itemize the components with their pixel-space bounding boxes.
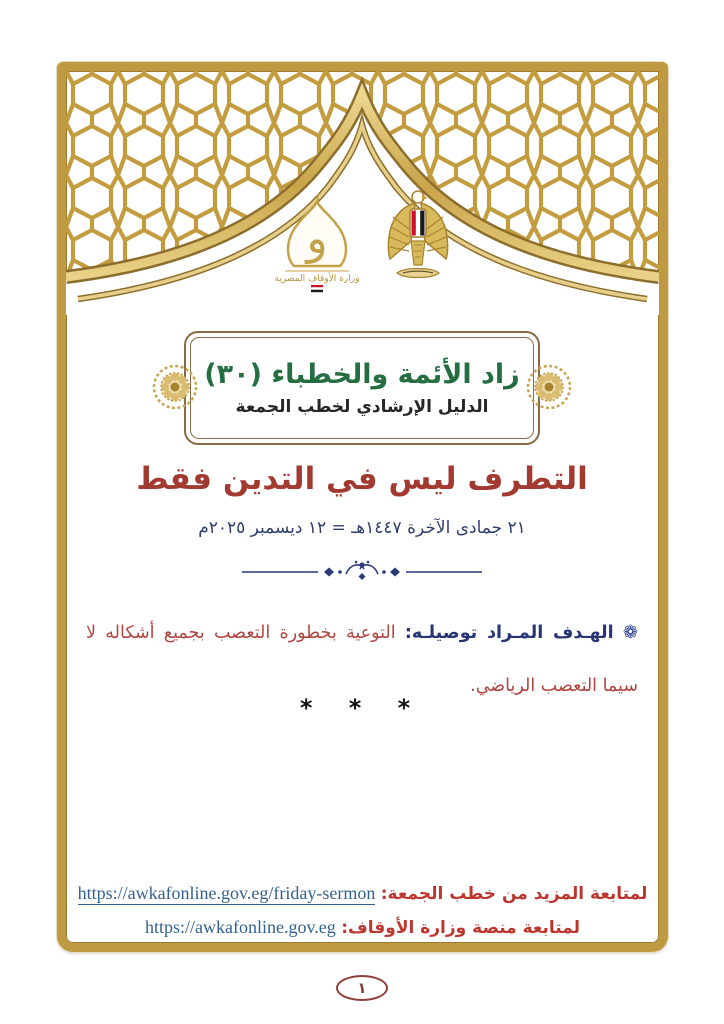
page-number: ١ (336, 975, 388, 1001)
small-egypt-flag (311, 285, 323, 292)
ministry-caption: وزارة الأوقاف المصرية (274, 274, 359, 284)
goal-text: التوعية بخطورة التعصب بجميع أشكاله لا سيما التعصب الرياضي. (86, 623, 638, 696)
egypt-eagle-emblem (381, 187, 455, 295)
series-title: زاد الأئمة والخطباء (٣٠) (204, 359, 520, 390)
sermon-link-line (66, 876, 659, 910)
flower-bullet-icon: ❁ (622, 622, 638, 643)
sermon-link-label: لمتابعة المزيد من خطب الجمعة: (380, 884, 648, 904)
series-title-box-inner (190, 337, 534, 439)
platform-link-line (66, 910, 659, 944)
waw-letter: و (305, 213, 328, 264)
platform-link-label: لمتابعة منصة وزارة الأوقاف: (341, 918, 580, 939)
section-break-asterisks: * * * (299, 694, 425, 722)
sermon-link-url[interactable]: https://awkafonline.gov.eg/friday-sermon (77, 883, 376, 903)
awqaf-ministry-logo (271, 191, 363, 295)
ornamental-divider (242, 556, 482, 586)
page-number-wrap (0, 975, 724, 1001)
goal-label: الهـدف المـراد توصيلـه: (404, 623, 614, 643)
series-subtitle: الدليل الإرشادي لخطب الجمعة (235, 397, 489, 417)
sermon-title: التطرف ليس في التدين فقط (136, 461, 588, 497)
footer-links (66, 876, 659, 945)
series-title-box (184, 331, 540, 445)
gold-rosette-ornament-left (151, 355, 199, 419)
platform-link-url[interactable]: https://awkafonline.gov.eg (145, 917, 336, 938)
gold-rosette-ornament-right (525, 355, 573, 419)
date-line: ٢١ جمادى الآخرة ١٤٤٧هـ = ١٢ ديسمبر ٢٠٢٥م (198, 518, 526, 538)
header-logos (66, 175, 659, 295)
